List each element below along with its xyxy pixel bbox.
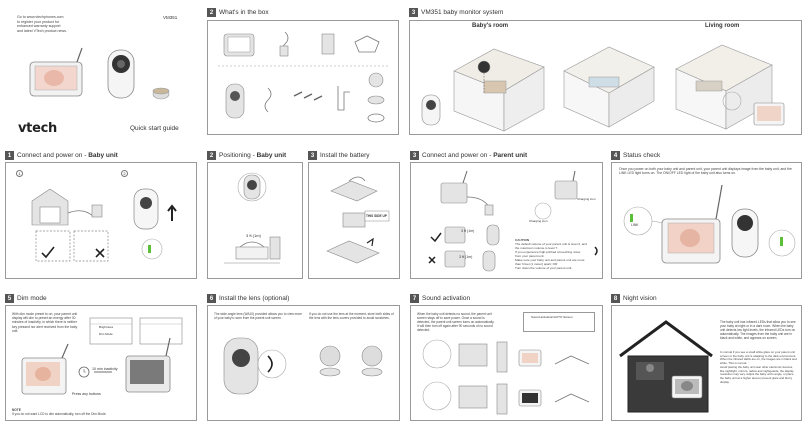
sound-activation-panel bbox=[410, 305, 603, 421]
section-title-prefix: Connect and power on - bbox=[17, 152, 89, 159]
section-title: Install the lens (optional) bbox=[219, 295, 290, 302]
install-battery-panel bbox=[308, 162, 400, 279]
sound-activation-text: When the baby unit detects no sound, the parent unit screen stays off to save power. Once a sound is detected, the parent unit screen turns on automatically. It will then turn off again after 90 seconds of no sound detected. bbox=[417, 312, 495, 332]
section-number: 1 bbox=[5, 151, 14, 160]
press-keys-label: Press any buttons bbox=[72, 392, 101, 396]
connect-parent-panel bbox=[410, 162, 603, 279]
night-vision-panel bbox=[611, 305, 802, 421]
positioning-illustration bbox=[212, 167, 300, 275]
menu-brightness: Brightness bbox=[99, 325, 114, 329]
section-title-emphasis: Baby unit bbox=[256, 152, 287, 159]
inactivity-label: 10 min inactivity bbox=[92, 367, 118, 371]
cover-model: VM351 bbox=[163, 15, 178, 20]
night-vision-illustration bbox=[616, 316, 718, 416]
install-lens-text-b: If you do not use the lens at the moment, store both sides of the lens with the lens covers provided to avoid scratches. bbox=[309, 312, 394, 320]
brand-logo: vtech bbox=[18, 121, 57, 136]
charging-callout-b: Charging icon bbox=[577, 197, 596, 201]
battery-illustration bbox=[313, 167, 397, 275]
connect-baby-illustration bbox=[12, 171, 192, 275]
night-vision-text: The baby unit has infrared LEDs that allow you to see your baby at night or in a dark room. When the baby unit detects low light levels, the infrared LEDs turn on automatically. The images from the baby unit are in black and white, and appears on screen. bbox=[720, 320, 796, 340]
section-number: 6 bbox=[207, 294, 216, 303]
section-title: Install the battery bbox=[320, 152, 370, 159]
status-check-panel bbox=[611, 162, 802, 279]
night-note-2: When the infrared LEDs are on, the images are in black and white. This is normal. bbox=[720, 357, 797, 366]
section-title: Dim mode bbox=[17, 295, 47, 302]
distance-label-a: 3 ft (1m) bbox=[461, 229, 475, 233]
link-led-label: LINK bbox=[631, 223, 639, 227]
room-living-label: Living room bbox=[705, 23, 740, 29]
step-marker-1: 1 bbox=[16, 170, 23, 177]
guide-title: Quick start guide bbox=[130, 125, 179, 132]
caution-line-1: The default volume of your parent unit is level 4, and the maximum volume is level 7. bbox=[515, 242, 587, 250]
box-contents-illustration bbox=[210, 24, 396, 132]
section-number: 2 bbox=[207, 8, 216, 17]
rooms-illustration bbox=[414, 31, 800, 135]
cover-intro-line4: and latest VTech product news. bbox=[17, 28, 67, 33]
room-baby-label: Baby's room bbox=[472, 23, 509, 29]
cover-panel bbox=[0, 0, 201, 141]
section-number: 8 bbox=[611, 294, 620, 303]
caution-line-2: If you experience high-pitched screeching noise from your parent unit: bbox=[515, 250, 581, 258]
distance-label: 3 ft (1m) bbox=[246, 233, 261, 238]
install-lens-illustration bbox=[212, 328, 398, 418]
caution-line-3: Make sure your baby unit and parent unit are more than 3 feet (1 meter) apart; OR bbox=[515, 258, 585, 266]
night-note-1: In normal if you see a small white glare on your parent unit screen or the baby unit is adapting to the dark environment. bbox=[720, 350, 797, 358]
section-number: 3 bbox=[410, 151, 419, 160]
install-lens-text-a: The wide-angle lens (WA10) provided allows you to view more of your baby's room from the parent unit screen. bbox=[214, 312, 302, 320]
cover-product-illustration bbox=[20, 48, 180, 106]
caution-title: CAUTION bbox=[515, 238, 530, 242]
system-panel bbox=[409, 20, 802, 135]
this-side-up-label: THIS SIDE UP bbox=[366, 214, 387, 218]
charging-callout-a: Charging icon bbox=[529, 219, 548, 223]
menu-dim-mode: Dim Mode bbox=[99, 332, 113, 336]
section-title-prefix: Connect and power on - bbox=[422, 152, 494, 159]
install-lens-panel bbox=[207, 305, 400, 421]
status-check-illustration bbox=[616, 183, 800, 275]
cover-intro-line3: enhanced warranty support bbox=[17, 24, 61, 29]
cover-intro-line1: Go to www.vtechphones.com bbox=[17, 15, 64, 19]
section-title-emphasis: Baby unit bbox=[88, 152, 118, 159]
status-check-text: Once you power on both your baby unit and parent unit, your parent unit displays image from the baby unit, and the LINK LED light turns on. The ON/OFF LED light of the baby unit also turns on. bbox=[619, 167, 792, 176]
step-marker-2: 2 bbox=[121, 170, 128, 177]
section-title-prefix: Positioning - bbox=[219, 152, 257, 159]
section-number: 3 bbox=[308, 151, 317, 160]
sound-activation-illustration bbox=[415, 336, 601, 418]
note-text: If you do not want LCD to dim automatically, turn off the Dim Mode. bbox=[12, 412, 107, 416]
section-number: 7 bbox=[410, 294, 419, 303]
dim-mode-panel bbox=[5, 305, 197, 421]
section-title: What's in the box bbox=[219, 9, 269, 16]
section-number: 3 bbox=[409, 8, 418, 17]
section-title: Status check bbox=[623, 152, 661, 159]
section-number: 2 bbox=[207, 151, 216, 160]
caution-line-4: Turn down the volume of your parent unit. bbox=[515, 266, 573, 270]
section-title: Night vision bbox=[623, 295, 657, 302]
night-note-3: Avoid placing the baby unit near other electronic devices, like nightlight, mirrors, radios and nightguards, the display resolution may vary. Adjust the baby unit's angle, or place the baby unit at a higher area to prevent glare and blurry display. bbox=[720, 364, 794, 384]
connect-baby-panel bbox=[5, 162, 197, 279]
section-title-emphasis: Parent unit bbox=[493, 152, 528, 159]
dim-mode-text: With dim mode preset to on, your parent unit display will dim to preset an energy after 30 minutes of inactivity, in which there is neither key pressed nor alert received from the baby unit. bbox=[12, 312, 78, 333]
section-number: 5 bbox=[5, 294, 14, 303]
section-number: 4 bbox=[611, 151, 620, 160]
section-title: Sound activation bbox=[422, 295, 471, 302]
section-title: VM351 baby monitor system bbox=[421, 9, 504, 16]
cover-intro-line2: to register your product for bbox=[17, 19, 60, 24]
note-title: NOTE bbox=[12, 408, 21, 412]
positioning-panel bbox=[207, 162, 303, 279]
distance-label-b: 3 ft (1m) bbox=[459, 255, 473, 259]
sound-menu-label: Sound activation/AUTO Screen bbox=[531, 315, 573, 319]
